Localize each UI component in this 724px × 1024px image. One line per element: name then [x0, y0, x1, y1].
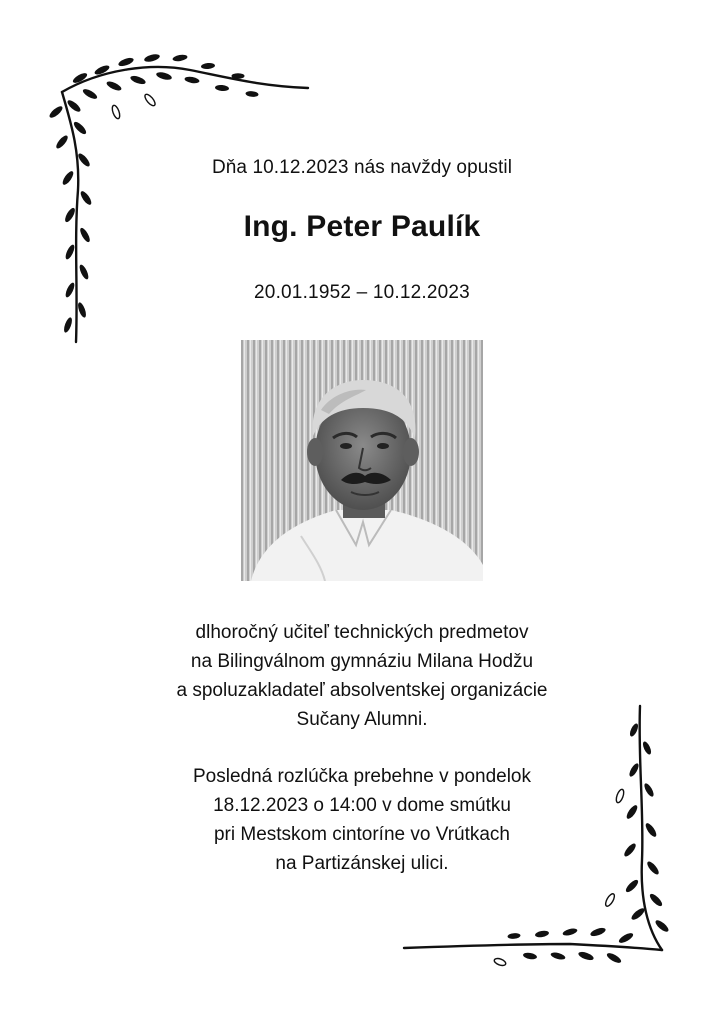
farewell-line: Posledná rozlúčka prebehne v pondelok — [192, 766, 531, 787]
bio-line: na Bilingválnom gymnáziu Milana Hodžu — [190, 651, 534, 672]
deceased-name: Ing. Peter Paulík — [243, 210, 481, 243]
bio-line: dlhoročný učiteľ technických predmetov — [195, 622, 529, 643]
life-dates: 20.01.1952 – 10.12.2023 — [254, 282, 470, 303]
intro-text: Dňa 10.12.2023 nás navždy opustil — [211, 157, 513, 178]
bio-line: a spoluzakladateľ absolventskej organizácie — [176, 680, 548, 701]
farewell-line: 18.12.2023 o 14:00 v dome smútku — [213, 795, 511, 816]
portrait-image — [241, 340, 483, 581]
bio-line: Sučany Alumni. — [296, 709, 428, 730]
portrait-photo — [241, 340, 483, 581]
bio-paragraph — [0, 618, 724, 734]
farewell-paragraph — [0, 762, 724, 878]
farewell-line: pri Mestskom cintoríne vo Vrútkach — [213, 824, 510, 845]
farewell-line: na Partizánskej ulici. — [275, 853, 449, 874]
